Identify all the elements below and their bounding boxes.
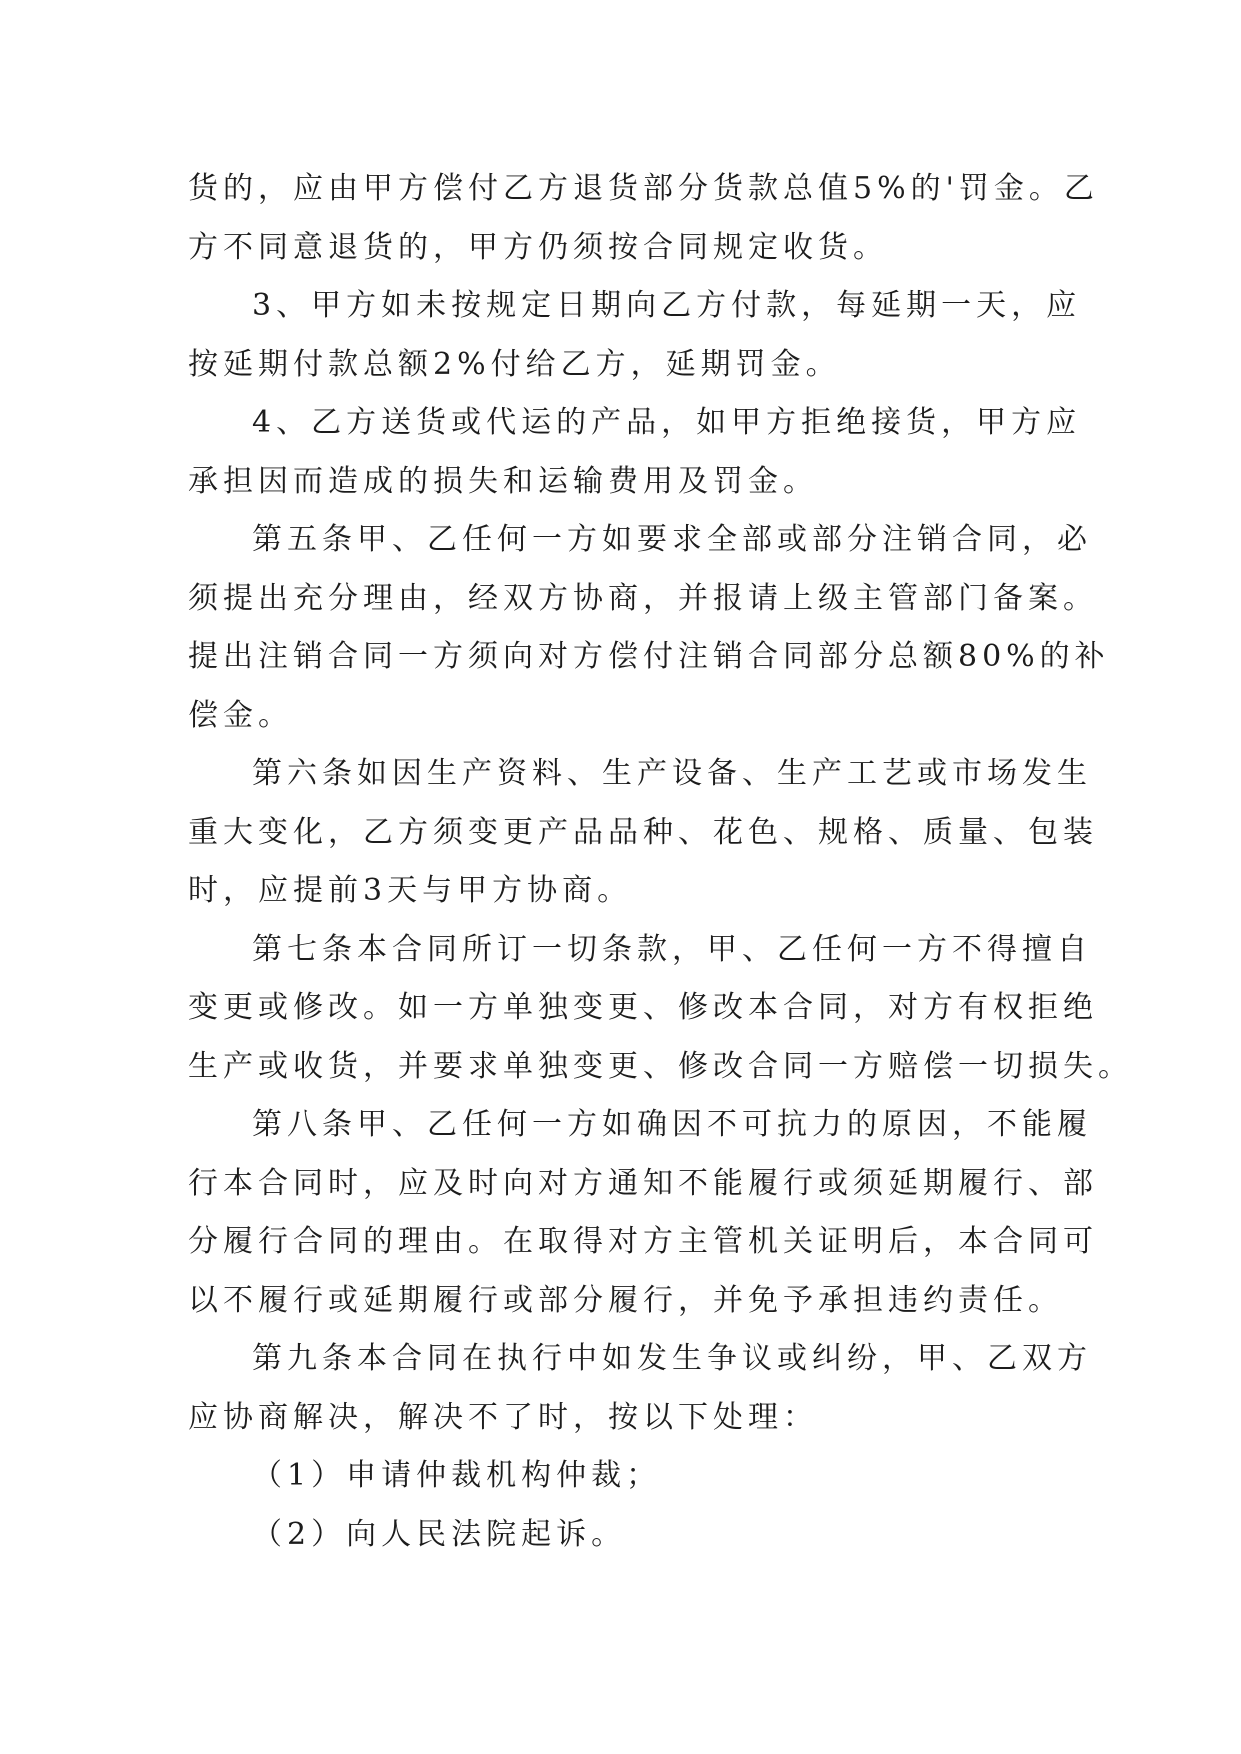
text-line: 方不同意退货的，甲方仍须按合同规定收货。 xyxy=(188,229,888,265)
text-line: 偿金。 xyxy=(188,697,293,733)
text-line: 生产或收货，并要求单独变更、修改合同一方赔偿一切损失。 xyxy=(188,1048,1133,1084)
contract-body xyxy=(188,160,1133,1564)
text-line: 时，应提前3天与甲方协商。 xyxy=(188,873,633,908)
list-item: （1）申请仲裁机构仲裁； xyxy=(252,1458,662,1493)
text-line: 4、乙方送货或代运的产品，如甲方拒绝接货，甲方应 xyxy=(252,405,1082,440)
text-line: 须提出充分理由，经双方协商，并报请上级主管部门备案。 xyxy=(188,580,1098,616)
text-line: 第五条甲、乙任何一方如要求全部或部分注销合同，必 xyxy=(252,522,1092,557)
text-line: 承担因而造成的损失和运输费用及罚金。 xyxy=(188,463,818,499)
text-line: 第六条如因生产资料、生产设备、生产工艺或市场发生 xyxy=(252,756,1092,791)
text-line: 按延期付款总额2%付给乙方，延期罚金。 xyxy=(188,346,841,382)
text-line: 第八条甲、乙任何一方如确因不可抗力的原因，不能履 xyxy=(252,1107,1092,1142)
text-line: 应协商解决，解决不了时，按以下处理： xyxy=(188,1399,818,1435)
text-line: 行本合同时，应及时向对方通知不能履行或须延期履行、部 xyxy=(188,1165,1098,1201)
list-item: （2）向人民法院起诉。 xyxy=(252,1516,627,1552)
text-line: 变更或修改。如一方单独变更、修改本合同，对方有权拒绝 xyxy=(188,990,1098,1025)
text-line: 提出注销合同一方须向对方偿付注销合同部分总额80%的补 xyxy=(188,639,1110,674)
text-line: 货的，应由甲方偿付乙方退货部分货款总值5%的'罚金。乙 xyxy=(188,171,1099,206)
text-line: 以不履行或延期履行或部分履行，并免予承担违约责任。 xyxy=(188,1282,1063,1318)
text-line: 重大变化，乙方须变更产品品种、花色、规格、质量、包装 xyxy=(188,814,1098,850)
text-line: 第七条本合同所订一切条款，甲、乙任何一方不得擅自 xyxy=(252,931,1092,967)
text-line: 第九条本合同在执行中如发生争议或纠纷，甲、乙双方 xyxy=(252,1341,1092,1376)
text-line: 3、甲方如未按规定日期向乙方付款，每延期一天，应 xyxy=(252,288,1082,323)
text-line: 分履行合同的理由。在取得对方主管机关证明后，本合同可 xyxy=(188,1224,1098,1259)
